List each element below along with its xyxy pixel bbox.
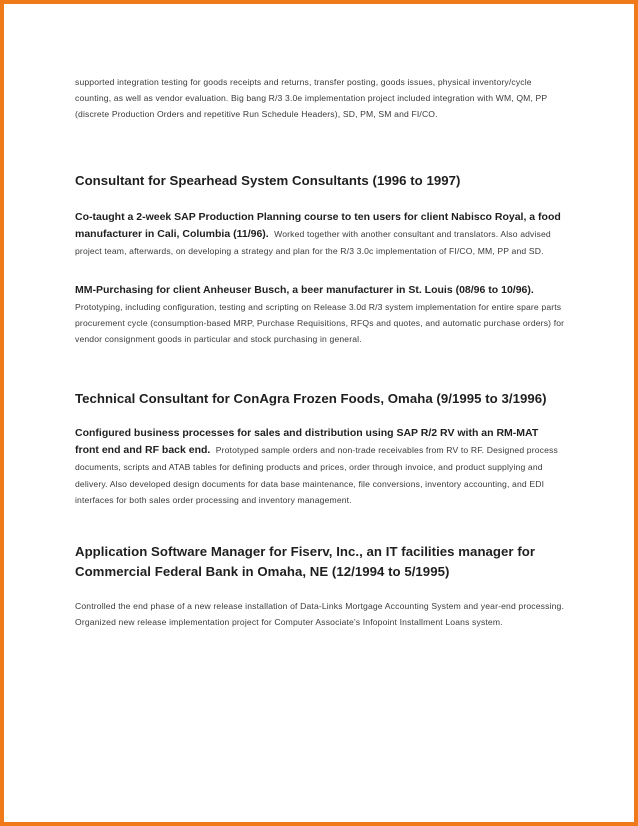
job-section xyxy=(75,171,565,348)
entry-body: Worked together with another consultant and translators. Also advised project team, afterwards, on developing a strategy and plan for the R/3 3.0c implementation of FI/CO, MM, PP and SD. xyxy=(75,228,551,256)
entry-body: Controlled the end phase of a new release installation of Data-Links Mortgage Accounting System and year-end processing. Organized new release implementation project for Computer Associate's Infopoint Installment Loans system. xyxy=(75,601,565,628)
job-title: Consultant for Spearhead System Consultants (1996 to 1997) xyxy=(75,172,461,188)
job-entry xyxy=(75,282,565,348)
intro-paragraph: supported integration testing for goods receipts and returns, transfer posting, goods issues, physical inventory/cycle counting, as well as vendor evaluation. Big bang R/3 3.0e implementation project included integration with WM, QM, PP (discrete Production Orders and repetitive Run Schedule Headers), SD, PM, SM and FI/CO. xyxy=(75,77,548,120)
entry-lead: Co-taught a 2-week SAP Production Planning course to ten users for client Nabisco Royal, a food manufacturer in Cali, Columbia (11/96). xyxy=(75,210,561,240)
job-title: Technical Consultant for ConAgra Frozen Foods, Omaha (9/1995 to 3/1996) xyxy=(75,391,547,407)
job-title: Application Software Manager for Fiserv, Inc., an IT facilities manager for Commercial Federal Bank in Omaha, NE (12/1994 to 5/1995) xyxy=(75,544,536,580)
job-entry xyxy=(75,425,565,508)
job-section xyxy=(75,389,565,508)
entry-lead: MM-Purchasing for client Anheuser Busch, a beer manufacturer in St. Louis (08/96 to 10/96). xyxy=(75,283,534,296)
resume-page xyxy=(75,74,565,630)
entry-body: Prototyping, including configuration, testing and scripting on Release 3.0d R/3 system implementation for entire spare parts procurement cycle (consumption-based MRP, Purchase Requisitions, RFQs and quotes, and automatic purchase orders) for vendor consignment goods in particular and stock purchasing in general. xyxy=(75,301,565,345)
entry-lead: Configured business processes for sales and distribution using SAP R/2 RV with an RM-MAT front end and RF back end. xyxy=(75,427,539,457)
job-section xyxy=(75,542,565,630)
entry-body: Prototyped sample orders and non-trade receivables from RV to RF. Designed process documents, scripts and ATAB tables for defining products and prices, order through invoice, and product supplying and delivery. Also developed design documents for data base maintenance, file conversions, inventory accounting, and EDI interfaces for both sales order processing and inventory management. xyxy=(75,445,558,505)
job-entry xyxy=(75,209,565,259)
